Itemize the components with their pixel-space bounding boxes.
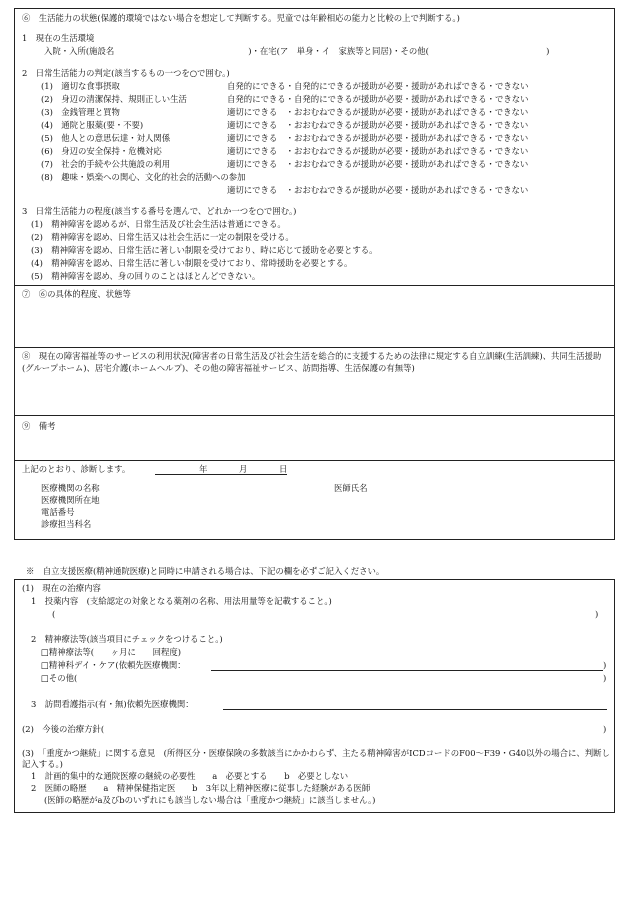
ability-degree-option[interactable]: (2) 精神障害を認め、日常生活又は社会生活に一定の制限を受ける。	[31, 232, 294, 242]
daily-ability-item-options[interactable]: 適切にできる ・おおむねできるが援助が必要・援助があればできる・できない	[227, 146, 529, 156]
future-plan-label: (2) 今後の治療方針(	[22, 724, 105, 734]
doctor-career-note: (医師の略歴がa及びbのいずれにも該当しない場合は「重度かつ継続」に該当しません。)	[44, 795, 376, 805]
ability-degree-title: 3 日常生活能力の程度(該当する番号を選んで、どれか一つを○で囲む。)	[22, 206, 297, 216]
future-plan-close-paren: )	[603, 724, 607, 734]
daily-ability-item-options[interactable]: 自発的にできる・自発的にできるが援助が必要・援助があればできる・できない	[227, 81, 529, 91]
daily-ability-item-options[interactable]: 適切にできる ・おおむねできるが援助が必要・援助があればできる・できない	[227, 159, 529, 169]
psychotherapy-title: 2 精神療法等(該当項目にチェックをつけること。)	[31, 634, 223, 644]
department-label: 診療担当科名	[41, 519, 92, 529]
self-support-note: ※ 自立支援医療(精神通院医療)と同時に申請される場合は、下記の欄を必ずご記入ください。	[26, 566, 385, 576]
medication-title: 1 投薬内容 (支給認定の対象となる薬剤の名称、用法用量等を記載すること。)	[31, 596, 332, 606]
daily-ability-item-label: (4) 通院と服薬(要・不要)	[41, 120, 144, 130]
treatment-form	[14, 579, 615, 813]
section9-heading: ⑨ 備考	[22, 421, 56, 431]
institution-name-label: 医療機関の名称	[41, 483, 100, 493]
divider	[15, 460, 614, 461]
date-month-label: 月	[239, 464, 248, 474]
divider	[15, 285, 614, 286]
daily-ability-item-options[interactable]: 適切にできる ・おおむねできるが援助が必要・援助があればできる・できない	[227, 120, 529, 130]
doctor-name-label: 医師氏名	[334, 483, 368, 493]
divider	[15, 415, 614, 416]
daily-ability-item-options[interactable]: 自発的にできる・自発的にできるが援助が必要・援助があればできる・できない	[227, 94, 529, 104]
section6-heading: ⑥ 生活能力の状態(保護的環境ではない場合を想定して判断する。児童では年齢相応の能力と比較の上で判断する。)	[22, 13, 460, 23]
item8-label: (8) 趣味・娯楽への関心、文化的社会的活動への参加	[41, 172, 246, 182]
certificate-form-upper	[14, 8, 615, 540]
date-day-label: 日	[279, 464, 288, 474]
daily-ability-item-label: (1) 適切な食事摂取	[41, 81, 120, 91]
section8-heading: ⑧ 現在の障害福祉等のサービスの利用状況(障害者の日常生活及び社会生活を総合的に支援するための法律に規定する自立訓練(生活訓練)、共同生活援助(グループホーム)、居宅介護(ホームヘルプ)、その他の障害福祉サービス、訪問指導、生活保護の有無等)	[22, 351, 602, 373]
daily-ability-item-label: (7) 社会的手続や公共施設の利用	[41, 159, 171, 169]
other-checkbox[interactable]: □その他(	[41, 673, 78, 683]
daily-ability-title: 2 日常生活能力の判定(該当するもの一つを○で囲む。)	[22, 68, 230, 78]
date-underline	[155, 463, 287, 475]
home-nursing-underline[interactable]	[223, 699, 607, 710]
diagnosis-statement: 上記のとおり、診断します。	[22, 464, 131, 474]
section7-heading: ⑦ ⑥の具体的程度、状態等	[22, 289, 131, 299]
daily-ability-item-label: (2) 身辺の清潔保持、規則正しい生活	[41, 94, 187, 104]
institution-address-label: 医療機関所在地	[41, 495, 100, 505]
daily-ability-item-options[interactable]: 適切にできる ・おおむねできるが援助が必要・援助があればできる・できない	[227, 133, 529, 143]
other-close-paren: )	[603, 673, 607, 683]
phone-label: 電話番号	[41, 507, 75, 517]
severe-continuous-heading: (3) 「重度かつ継続」に関する意見 (所得区分・医療保険の多数該当にかかわらず、主たる精神障害がICDコードのF00〜F39・G40以外の場合に、判断し記入する。)	[22, 748, 610, 769]
ability-degree-option[interactable]: (5) 精神障害を認め、身の回りのことはほとんどできない。	[31, 271, 261, 281]
daycare-underline[interactable]	[211, 660, 603, 671]
divider	[15, 347, 614, 348]
ability-degree-option[interactable]: (3) 精神障害を認め、日常生活に著しい制限を受けており、時に応じて援助を必要とする。	[31, 245, 378, 255]
doctor-career[interactable]: 2 医師の略歴 a 精神保健指定医 b 3年以上精神医療に従事した経験がある医師	[31, 783, 371, 793]
psychotherapy-checkbox[interactable]: □精神療法等( ヶ月に 回程度)	[41, 647, 182, 657]
living-env-title: 1 現在の生活環境	[22, 33, 95, 43]
daily-ability-item-label: (5) 他人との意思伝達・対人関係	[41, 133, 171, 143]
daily-ability-item-options[interactable]: 適切にできる ・おおむねできるが援助が必要・援助があればできる・できない	[227, 107, 529, 117]
home-nursing-label: 3 訪問看護指示(有・無)依頼先医療機関：	[31, 699, 194, 709]
item8-options[interactable]: 適切にできる ・おおむねできるが援助が必要・援助があればできる・できない	[227, 185, 529, 195]
continuity-necessity[interactable]: 1 計画的集中的な通院医療の継続の必要性 a 必要とする b 必要としない	[31, 771, 349, 781]
current-treatment-heading: (1) 現在の治療内容	[22, 583, 101, 593]
daily-ability-item-label: (6) 身辺の安全保持・危機対応	[41, 146, 162, 156]
medication-close-paren: )	[595, 609, 599, 619]
daycare-checkbox[interactable]: □精神科デイ・ケア(依頼先医療機関：	[41, 660, 186, 670]
living-env-options[interactable]: 入院・入所(施設名 )・在宅(ア 単身・イ 家族等と同居)・その他( )	[44, 46, 550, 56]
medication-open-paren: (	[52, 609, 56, 619]
ability-degree-option[interactable]: (1) 精神障害を認めるが、日常生活及び社会生活は普通にできる。	[31, 219, 286, 229]
daycare-close-paren: )	[603, 660, 607, 670]
date-year-label: 年	[199, 464, 208, 474]
ability-degree-option[interactable]: (4) 精神障害を認め、日常生活に著しい制限を受けており、常時援助を必要とする。	[31, 258, 353, 268]
daily-ability-item-label: (3) 金銭管理と買物	[41, 107, 120, 117]
